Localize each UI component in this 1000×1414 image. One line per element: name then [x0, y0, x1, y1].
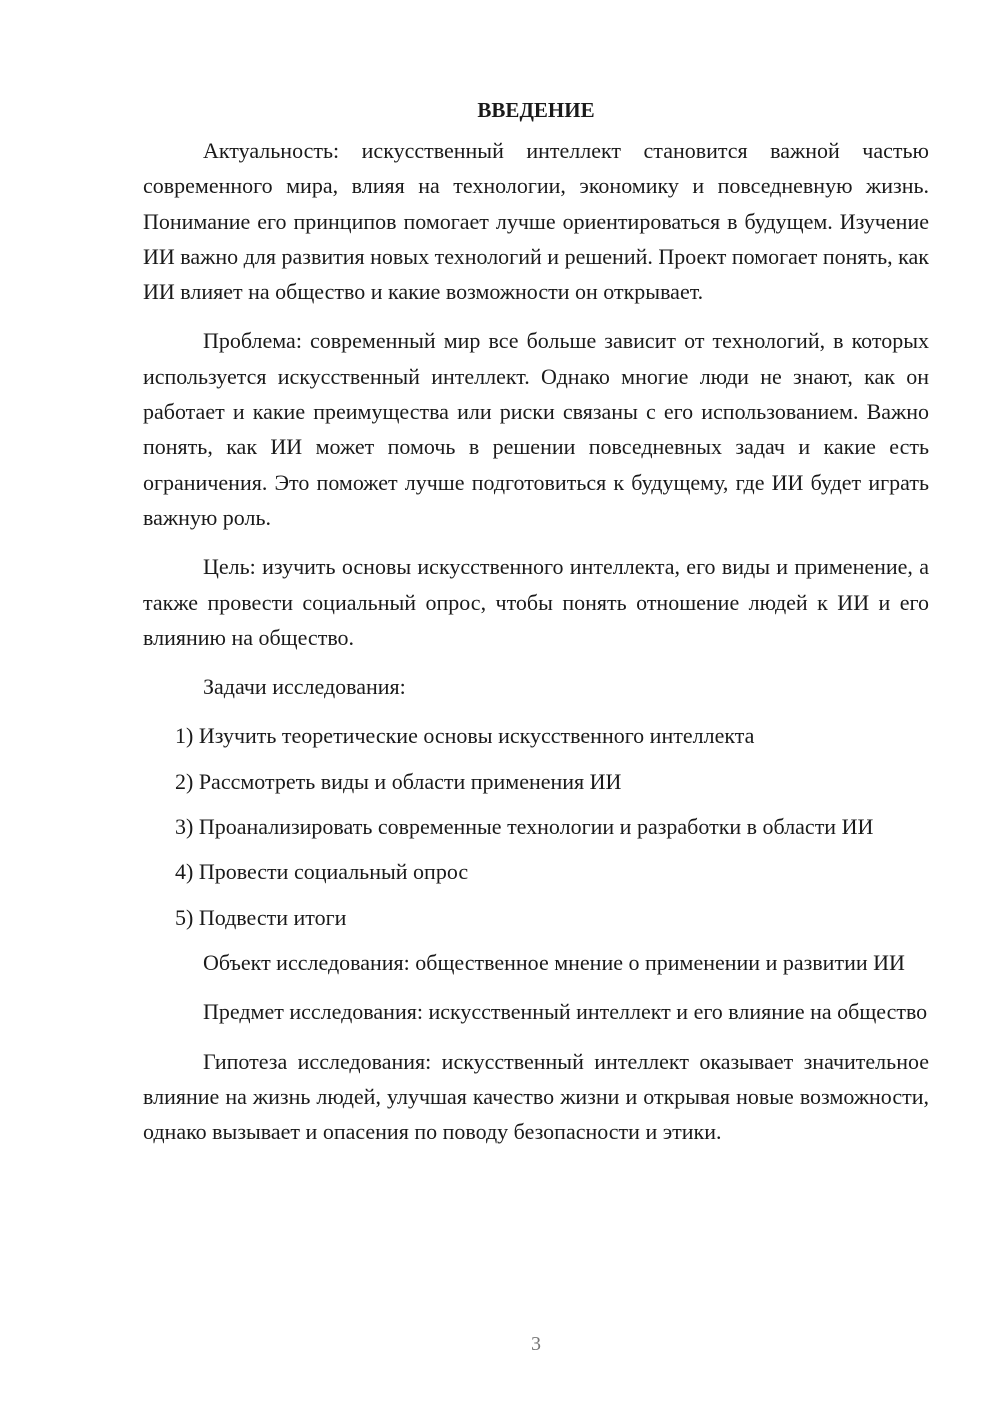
hypothesis-paragraph: Гипотеза исследования: искусственный интеллект оказывает значительное влияние на жизнь людей, улучшая качество жизни и открывая новые возможности, однако вызывает и опасения по поводу безопасности и этики. — [143, 1048, 929, 1145]
task-item: 2) Рассмотреть виды и области применения ИИ — [175, 768, 622, 794]
tasks-heading: Задачи исследования: — [203, 674, 406, 700]
document-body — [143, 91, 929, 1163]
task-item: 1) Изучить теоретические основы искусственного интеллекта — [175, 723, 755, 749]
goal-paragraph: Цель: изучить основы искусственного интеллекта, его виды и применение, а также провести социальный опрос, чтобы понять отношение людей к ИИ и его влиянию на общество. — [143, 554, 929, 650]
task-item: 4) Провести социальный опрос — [175, 859, 469, 885]
subject-paragraph: Предмет исследования: искусственный интеллект и его влияние на общество — [203, 999, 928, 1025]
task-item: 5) Подвести итоги — [175, 904, 347, 930]
relevance-paragraph: Актуальность: искусственный интеллект становится важной частью современного мира, влияя на технологии, экономику и повседневную жизнь. Понимание его принципов помогает лучше ориентироваться в будущем. Изучение ИИ важно для развития новых технологий и решений. Проект помогает понять, как ИИ влияет на общество и какие возможности он открывает. — [143, 138, 929, 305]
task-item: 3) Проанализировать современные технологии и разработки в области ИИ — [175, 814, 874, 840]
page-number: 3 — [531, 1333, 541, 1355]
problem-paragraph: Проблема: современный мир все больше зависит от технологий, в которых используется искусственный интеллект. Однако многие люди не знают, как он работает и какие преимущества или риски связаны с его использованием. Важно понять, как ИИ может помочь в решении повседневных задач и какие есть ограничения. Это поможет лучше подготовиться к будущему, где ИИ будет играть важную роль. — [143, 328, 929, 530]
object-paragraph: Объект исследования: общественное мнение о применении и развитии ИИ — [203, 949, 905, 975]
page-title: ВВЕДЕНИЕ — [477, 98, 595, 122]
